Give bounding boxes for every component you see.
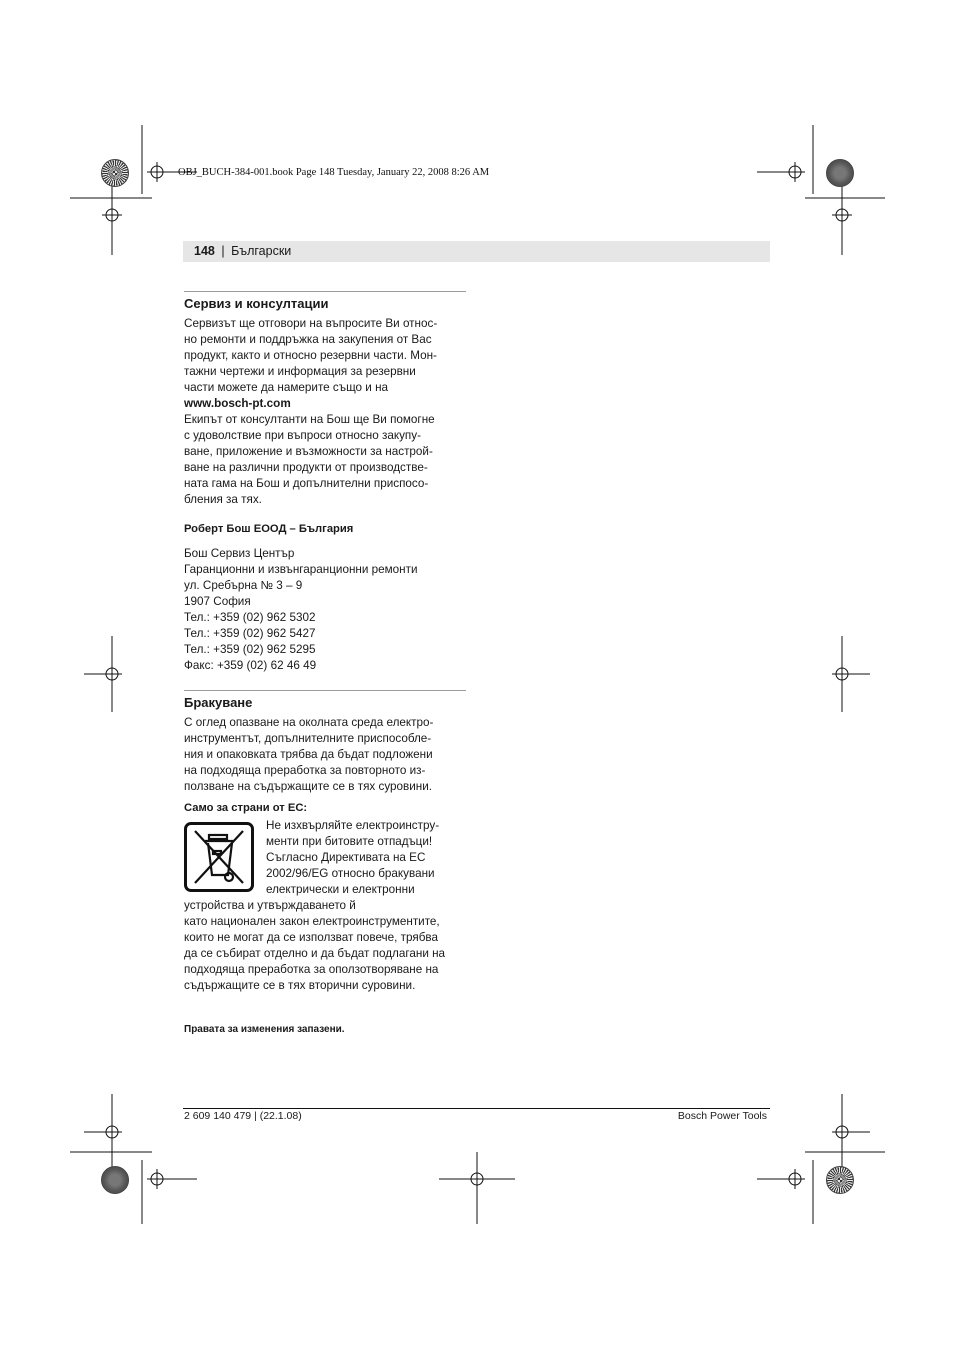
text-line: ползване на съдържащите се в тях суровини. xyxy=(184,780,433,793)
service-paragraph xyxy=(184,316,466,508)
weee-notice xyxy=(184,818,466,994)
color-bar-rosette-icon xyxy=(826,1166,854,1194)
crossed-out-wheelie-bin-icon xyxy=(184,822,254,892)
phone-line: Тел.: +359 (02) 962 5427 xyxy=(184,627,316,640)
address-line: ул. Сребърна № 3 – 9 xyxy=(184,579,303,592)
phone-line: Тел.: +359 (02) 962 5295 xyxy=(184,643,316,656)
page-language: Български xyxy=(231,244,292,258)
print-header: OBJ_BUCH-384-001.book Page 148 Tuesday, January 22, 2008 8:26 AM xyxy=(178,167,490,178)
text-line: С оглед опазване на околната среда електро- xyxy=(184,716,434,729)
section-divider xyxy=(184,291,466,292)
address-line: 1907 София xyxy=(184,595,251,608)
company-address xyxy=(184,546,466,674)
text-line: ната гама на Бош и допълнителни приспосо- xyxy=(184,477,429,490)
text-line: като национален закон електроинструментите, xyxy=(184,915,440,928)
text-line: Сервизът ще отговори на въпросите Ви относ- xyxy=(184,317,438,330)
address-line: Гаранционни и извънгаранционни ремонти xyxy=(184,563,418,576)
color-bar-rosette-icon xyxy=(826,159,854,187)
header-separator: | xyxy=(221,244,225,258)
text-line: които не могат да се използват повече, трябва xyxy=(184,931,438,944)
text-line: ване, приложение и възможности за настрой- xyxy=(184,445,433,458)
text-line: ния и опаковката трябва да бъдат подложени xyxy=(184,748,433,761)
text-line: бления за тях. xyxy=(184,493,262,506)
text-line: устройства и утвърждаването й xyxy=(184,899,356,912)
text-line: съдържащите се в тях вторични суровини. xyxy=(184,979,416,992)
text-line: да се събират отделно и да бъдат подлагани на xyxy=(184,947,446,960)
disposal-heading: Бракуване xyxy=(184,695,253,710)
color-bar-rosette-icon xyxy=(101,159,129,187)
company-name: Роберт Бош ЕООД – България xyxy=(184,523,354,535)
color-bar-rosette-icon xyxy=(101,1166,129,1194)
text-line: 2002/96/EG относно бракувани xyxy=(266,867,435,880)
eu-only-label: Само за страни от ЕС: xyxy=(184,802,308,814)
service-heading: Сервиз и консултации xyxy=(184,296,329,311)
text-line: на подходяща преработка за повторното из- xyxy=(184,764,426,777)
text-line: Съгласно Директивата на ЕС xyxy=(266,851,426,864)
text-line: Екипът от консултанти на Бош ще Ви помогне xyxy=(184,413,435,426)
rights-reserved-note: Правата за изменения запазени. xyxy=(184,1024,345,1035)
service-url: www.bosch-pt.com xyxy=(184,397,291,410)
text-line: части можете да намерите също и на xyxy=(184,381,389,394)
page-header-bar xyxy=(183,241,770,262)
footer-divider xyxy=(183,1108,770,1109)
text-line: електрически и електронни xyxy=(266,883,415,896)
text-line: с удоволствие при въпроси относно закупу- xyxy=(184,429,421,442)
text-line: тажни чертежи и информация за резервни xyxy=(184,365,416,378)
text-line: инструментът, допълнителните приспособле- xyxy=(184,732,432,745)
main-column xyxy=(184,291,466,994)
text-line: подходяща преработка за оползотворяване на xyxy=(184,963,439,976)
footer-document-number: 2 609 140 479 | (22.1.08) xyxy=(184,1110,302,1122)
disposal-paragraph xyxy=(184,715,466,795)
text-line: но ремонти и поддръжка на закупения от Вас xyxy=(184,333,432,346)
text-line: ване на различни продукти от производстве- xyxy=(184,461,428,474)
text-line: продукт, както и относно резервни части. Мон- xyxy=(184,349,437,362)
page-number: 148 xyxy=(194,244,215,258)
text-line: менти при битовите отпадъци! xyxy=(266,835,433,848)
footer-brand: Bosch Power Tools xyxy=(677,1110,767,1122)
phone-line: Тел.: +359 (02) 962 5302 xyxy=(184,611,316,624)
text-line: Не изхвърляйте електроинстру- xyxy=(266,819,440,832)
section-divider xyxy=(184,690,466,691)
fax-line: Факс: +359 (02) 62 46 49 xyxy=(184,659,317,672)
address-line: Бош Сервиз Център xyxy=(184,547,295,560)
